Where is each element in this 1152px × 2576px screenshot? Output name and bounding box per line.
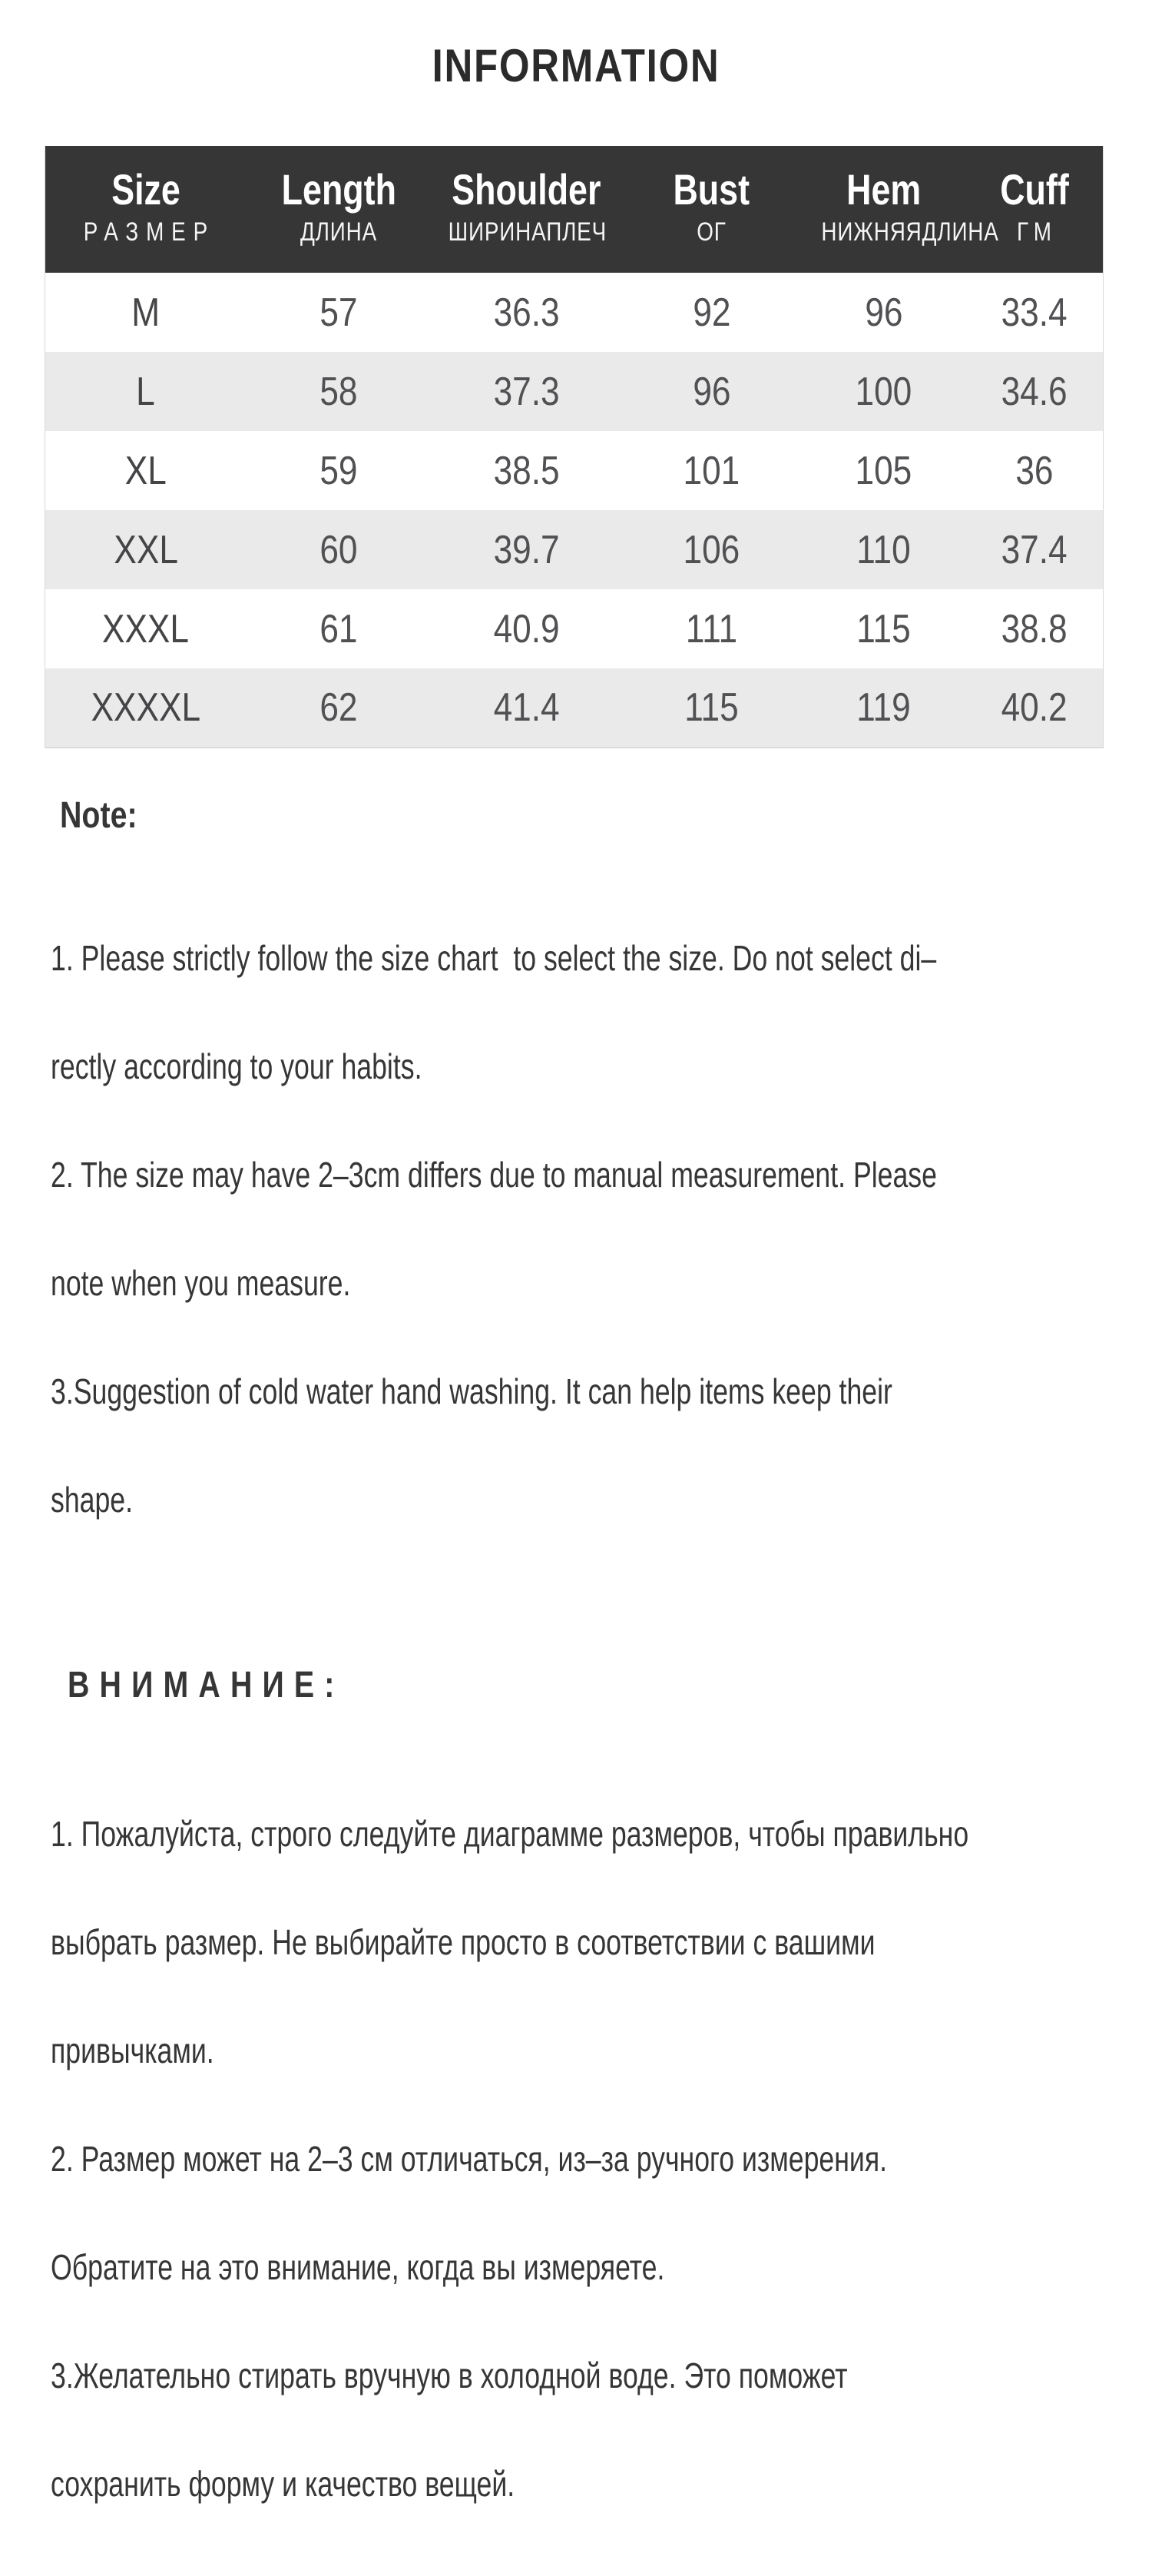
length-cell bbox=[246, 273, 431, 352]
bust-value: 106 bbox=[683, 527, 740, 572]
shoulder-value: 41.4 bbox=[493, 685, 560, 731]
column-header-length bbox=[246, 146, 431, 273]
note-en-line: 2. The size may have 2–3cm differs due to manual measurement. Please bbox=[51, 1154, 937, 1195]
hem-cell bbox=[802, 668, 966, 748]
size-cell bbox=[45, 510, 247, 589]
length-value: 59 bbox=[319, 448, 358, 493]
table-row-xl bbox=[45, 431, 1104, 510]
size-chart-body bbox=[45, 273, 1104, 748]
note-ru-line: привычками. bbox=[51, 2030, 214, 2070]
length-value: 58 bbox=[319, 369, 358, 414]
size-cell bbox=[45, 431, 247, 510]
cuff-cell bbox=[965, 431, 1103, 510]
size-cell bbox=[45, 352, 247, 431]
bust-value: 111 bbox=[686, 606, 738, 651]
cuff-value: 33.4 bbox=[1001, 290, 1068, 335]
bust-cell bbox=[621, 668, 801, 748]
shoulder-value: 36.3 bbox=[493, 290, 560, 335]
note-ru-line: выбрать размер. Не выбирайте просто в соответствии с вашими bbox=[51, 1921, 876, 1962]
size-value: XXL bbox=[113, 527, 178, 572]
column-label-en: Size bbox=[111, 165, 180, 214]
cuff-cell bbox=[965, 668, 1103, 748]
notes-en-heading: Note: bbox=[60, 794, 137, 836]
cuff-cell bbox=[965, 589, 1103, 668]
column-header-shoulder bbox=[431, 146, 621, 273]
table-row-xxl bbox=[45, 510, 1104, 589]
table-row-l bbox=[45, 352, 1104, 431]
column-label-ru: ДЛИНА bbox=[300, 217, 377, 247]
column-header-cuff bbox=[965, 146, 1103, 273]
hem-value: 119 bbox=[856, 685, 911, 731]
bust-value: 101 bbox=[683, 448, 740, 493]
bust-value: 96 bbox=[693, 369, 731, 414]
size-info-sheet bbox=[0, 41, 1152, 2574]
column-header-hem bbox=[802, 146, 999, 273]
hem-cell bbox=[802, 510, 966, 589]
hem-value: 105 bbox=[855, 448, 912, 493]
cuff-cell bbox=[965, 510, 1103, 589]
size-cell bbox=[45, 668, 247, 748]
hem-cell bbox=[802, 352, 966, 431]
cuff-value: 36 bbox=[1015, 448, 1054, 493]
column-label-en: Cuff bbox=[999, 165, 1069, 214]
column-label-en: Hem bbox=[846, 165, 922, 214]
notes-en bbox=[51, 868, 937, 1590]
bust-cell bbox=[621, 273, 801, 352]
table-row-xxxxl bbox=[45, 668, 1104, 748]
cuff-value: 34.6 bbox=[1001, 369, 1068, 414]
hem-cell bbox=[802, 589, 966, 668]
hem-value: 96 bbox=[864, 290, 903, 335]
note-ru-line: 1. Пожалуйста, строго следуйте диаграмме размеров, чтобы правильно bbox=[51, 1813, 969, 1854]
bust-cell bbox=[621, 352, 801, 431]
size-chart-table bbox=[45, 146, 1104, 748]
length-value: 57 bbox=[319, 290, 358, 335]
notes-ru-heading: ВНИМАНИЕ: bbox=[68, 1664, 345, 1706]
column-label-ru: НИЖНЯЯДЛИНА bbox=[821, 217, 999, 247]
column-label-ru: РАЗМЕР bbox=[83, 217, 216, 247]
column-label-en: Shoulder bbox=[452, 165, 601, 214]
column-label-ru: ШИРИНАПЛЕЧ bbox=[449, 217, 607, 247]
hem-value: 100 bbox=[855, 369, 912, 414]
shoulder-cell bbox=[431, 510, 621, 589]
shoulder-cell bbox=[431, 668, 621, 748]
column-label-ru: ГМ bbox=[1017, 217, 1058, 247]
note-ru-line: сохранить форму и качество вещей. bbox=[51, 2463, 515, 2504]
note-ru-line: Обратите на это внимание, когда вы измеряете. bbox=[51, 2246, 665, 2287]
bust-value: 115 bbox=[684, 685, 739, 731]
cuff-value: 37.4 bbox=[1001, 527, 1068, 572]
size-value: XXXL bbox=[102, 606, 190, 651]
cuff-cell bbox=[965, 352, 1103, 431]
bust-value: 92 bbox=[693, 290, 731, 335]
column-label-en: Length bbox=[281, 165, 396, 214]
length-cell bbox=[246, 668, 431, 748]
bust-cell bbox=[621, 510, 801, 589]
size-cell bbox=[45, 273, 247, 352]
cuff-value: 38.8 bbox=[1001, 606, 1068, 651]
hem-value: 110 bbox=[856, 527, 911, 572]
hem-cell bbox=[802, 431, 966, 510]
column-label-en: Bust bbox=[673, 165, 750, 214]
column-header-size bbox=[45, 146, 247, 273]
length-cell bbox=[246, 510, 431, 589]
column-label-ru: ОГ bbox=[697, 217, 727, 247]
size-value: L bbox=[136, 369, 155, 414]
header-row bbox=[45, 146, 1104, 273]
cuff-cell bbox=[965, 273, 1103, 352]
hem-value: 115 bbox=[856, 606, 911, 651]
shoulder-value: 37.3 bbox=[493, 369, 560, 414]
cuff-value: 40.2 bbox=[1001, 685, 1068, 731]
column-header-bust bbox=[621, 146, 801, 273]
shoulder-cell bbox=[431, 431, 621, 510]
length-value: 62 bbox=[319, 685, 358, 731]
note-en-line: note when you measure. bbox=[51, 1262, 351, 1303]
note-en-line: rectly according to your habits. bbox=[51, 1046, 422, 1086]
table-row-xxxl bbox=[45, 589, 1104, 668]
note-en-line: 3.Suggestion of cold water hand washing. It can help items keep their bbox=[51, 1371, 892, 1411]
note-ru-line: 3.Желательно стирать вручную в холодной воде. Это поможет bbox=[51, 2355, 848, 2395]
length-value: 61 bbox=[319, 606, 358, 651]
size-value: M bbox=[131, 290, 161, 335]
length-cell bbox=[246, 352, 431, 431]
hem-cell bbox=[802, 273, 966, 352]
shoulder-value: 38.5 bbox=[493, 448, 560, 493]
shoulder-cell bbox=[431, 589, 621, 668]
note-ru-line: 2. Размер может на 2–3 см отличаться, из–за ручного измерения. bbox=[51, 2138, 888, 2179]
size-cell bbox=[45, 589, 247, 668]
size-chart-header bbox=[45, 146, 1104, 273]
note-en-line: 1. Please strictly follow the size chart to select the size. Do not select di– bbox=[51, 937, 937, 978]
table-row-m bbox=[45, 273, 1104, 352]
shoulder-value: 39.7 bbox=[493, 527, 560, 572]
shoulder-cell bbox=[431, 273, 621, 352]
bust-cell bbox=[621, 589, 801, 668]
length-cell bbox=[246, 589, 431, 668]
size-value: XL bbox=[124, 448, 167, 493]
notes-ru bbox=[51, 1744, 969, 2574]
shoulder-cell bbox=[431, 352, 621, 431]
page-title: INFORMATION bbox=[432, 40, 720, 91]
bust-cell bbox=[621, 431, 801, 510]
size-value: XXXXL bbox=[91, 685, 200, 731]
length-cell bbox=[246, 431, 431, 510]
note-en-line: shape. bbox=[51, 1479, 134, 1520]
shoulder-value: 40.9 bbox=[493, 606, 560, 651]
length-value: 60 bbox=[319, 527, 358, 572]
